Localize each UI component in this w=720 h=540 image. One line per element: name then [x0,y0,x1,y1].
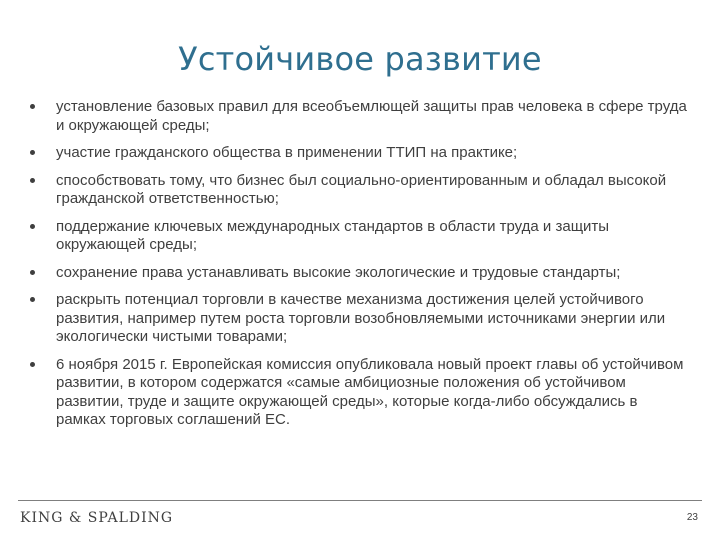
bullet-dot-icon [30,224,35,229]
bullet-dot-icon [30,297,35,302]
bullet-dot-icon [30,150,35,155]
footer-divider [18,500,702,501]
bullet-dot-icon [30,270,35,275]
bullet-text: 6 ноября 2015 г. Европейская комиссия опубликовала новый проект главы об устойчивом развитии, в котором содержатся «самые амбициозные положения об устойчивом развитии, труде и защите окружающей среды», которые когда-либо обсуждались в рамках торговых соглашений ЕС. [56,355,684,428]
bullet-item [30,291,690,347]
bullet-text: способствовать тому, что бизнес был социально-ориентированным и обладал высокой гражданской ответственностью; [56,171,667,207]
page-number: 23 [686,512,698,523]
bullet-text: сохранение права устанавливать высокие экологические и трудовые стандарты; [56,263,621,281]
bullet-text: установление базовых правил для всеобъемлющей защиты прав человека в сфере труда и окружающей среды; [56,98,687,134]
bullet-dot-icon [30,178,35,183]
bullet-item [30,144,690,163]
bullet-text: раскрыть потенциал торговли в качестве механизма достижения целей устойчивого развития, например путем роста торговли возобновляемыми источниками энергии или экологически чистыми товарами; [56,291,666,345]
bullet-list [30,98,690,439]
bullet-text: участие гражданского общества в применении ТТИП на практике; [56,144,518,161]
bullet-text: поддержание ключевых международных стандартов в области труда и защиты окружающей среды; [56,217,610,253]
bullet-dot-icon [30,104,35,109]
bullet-item [30,172,690,209]
bullet-item [30,98,690,135]
bullet-dot-icon [30,362,35,367]
bullet-item [30,218,690,255]
slide-title: Устойчивое развитие [178,40,542,78]
bullet-item [30,264,690,283]
bullet-item [30,356,690,430]
company-logo: KING & SPALDING [20,510,174,526]
